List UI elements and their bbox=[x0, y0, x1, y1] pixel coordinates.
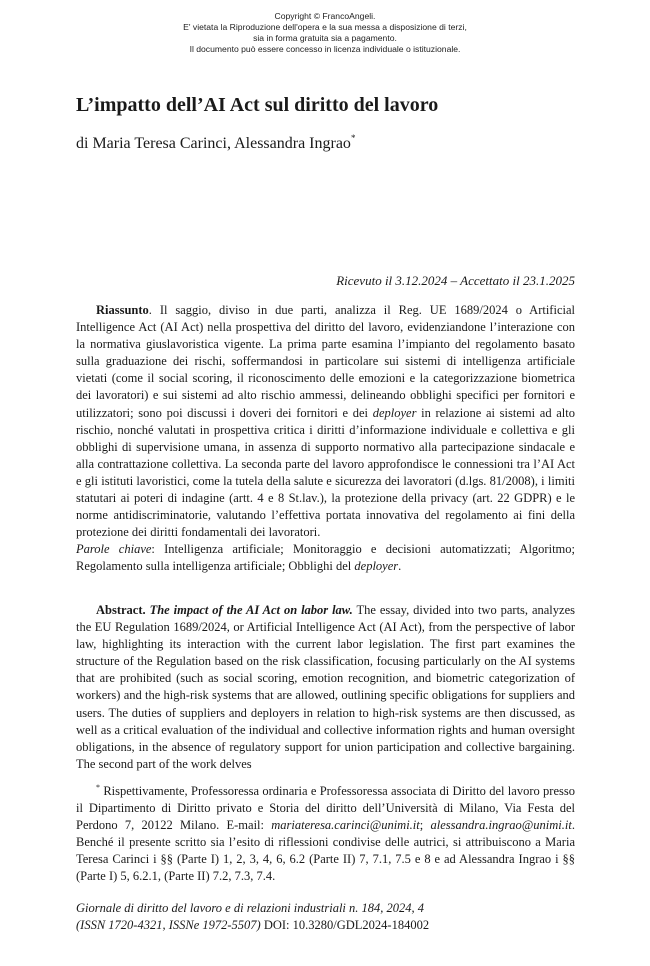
author-email[interactable]: alessandra.ingrao@unimi.it bbox=[430, 818, 572, 833]
journal-name: Giornale di diritto del lavoro e di relazioni industriali n. 184, 2024, 4 bbox=[76, 901, 425, 915]
author-footnote bbox=[76, 783, 575, 886]
footnote-mark: * bbox=[96, 783, 100, 792]
abstract-text: The essay, divided into two parts, analyzes the EU Regulation 1689/2024, or Artificial Intelligence Act (AI Act), from the perspective of labor law, highlighting its interaction with the current labor legislation. The first part examines the structure of the Regulation based on the risk classification, focusing particularly on the AI systems that are prohibited (such as social scoring, emotion recognition, and biometric categorization of workers) and the high-risk systems that are allowed, outlining specific obligations for suppliers and users. The duties of suppliers and deployers in relation to high-risk systems are then discussed, as well as a critical evaluation of the individual and collective information rights and human oversight obligations, in the absence of regulatory support for union participation and collective bargaining. The second part of the work delves bbox=[76, 603, 575, 771]
abstract-section bbox=[76, 602, 575, 773]
riassunto-text: in relazione ai sistemi ad alto rischio, nonché valutati in prospettiva critica i diritti d’informazione individuale e collettiva e gli obblighi di supervisione umana, in assenza di supporto normativo alla partecipazione sindacale e alla contrattazione collettiva. La seconda parte del lavoro approfondisce le connessioni tra l’AI Act e gli istituti lavoristici, come la tutela della salute e sicurezza dei lavoratori (d.lgs. 81/2008), i limiti statutari ai poteri di indagine (artt. 4 e 8 St.lav.), la protezione della privacy (art. 22 GDPR) e le norme antidiscriminatorie, valutando l’effettiva portata innovativa del regolamento ai fini della protezione dei diritti fondamentali dei lavoratori. bbox=[76, 405, 575, 540]
keywords-italic-term: deployer bbox=[354, 559, 399, 574]
abstract-label: Abstract. bbox=[96, 603, 146, 617]
authors-names: di Maria Teresa Carinci, Alessandra Ingrao bbox=[76, 135, 351, 152]
journal-doi: DOI: 10.3280/GDL2024-184002 bbox=[260, 918, 430, 933]
riassunto-label: Riassunto bbox=[96, 303, 149, 317]
author-footnote-mark: * bbox=[350, 133, 356, 143]
journal-issn: (ISSN 1720-4321, ISSNe 1972-5507) bbox=[76, 918, 261, 933]
copyright-line: sia in forma gratuita sia a pagamento. bbox=[253, 33, 397, 43]
author-email[interactable]: mariateresa.carinci@unimi.it bbox=[271, 818, 420, 833]
footnote-text: ; bbox=[419, 818, 431, 833]
riassunto-paragraph bbox=[76, 302, 575, 541]
riassunto-text: . Il saggio, diviso in due parti, analizza il Reg. UE 1689/2024 o Artificial Intelligence Act (AI Act) nella prospettiva del diritto del lavoro, evidenziandone l’interazione con la normativa giuslavoristica vigente. La prima parte esamina l’impianto del regolamento basato sulla graduazione dei rischi, soffermandosi in particolare sui sistemi di intelligenza artificiale vietati (come il social scoring, il riconoscimento delle emozioni e la categorizzazione biometrica dei lavoratori) e sui sistemi ad alto rischio ammessi, delineando obblighi specifici per fornitori e utilizzatori; sono poi discussi i doveri dei fornitori e dei bbox=[76, 303, 575, 420]
keywords-label: Parole chiave bbox=[76, 542, 152, 556]
riassunto-italic-term: deployer bbox=[372, 405, 417, 420]
keywords-section bbox=[76, 541, 575, 575]
copyright-line: Copyright © FrancoAngeli. bbox=[274, 11, 376, 21]
copyright-line: Il documento può essere concesso in licenza individuale o istituzionale. bbox=[189, 44, 461, 54]
article-authors bbox=[76, 134, 355, 154]
abstract-title: The impact of the AI Act on labor law. bbox=[149, 603, 353, 617]
abstract-paragraph bbox=[76, 602, 575, 773]
keywords-paragraph bbox=[76, 541, 575, 575]
footnote-paragraph bbox=[76, 783, 575, 886]
footnote-text: . Benché il presente scritto sia l’esito di riflessioni condivise delle autrici, si attribuiscono a Maria Teresa Carinci i §§ (Parte I) 1, 2, 3, 4, 6, 6.2 (Parte II) 7, 7.1, 7.5 e 8 e ad Alessandra Ingrao i §§ (Parte I) 5, 6.2.1, (Parte II) 7.2, 7.3, 7.4. bbox=[76, 818, 575, 884]
copyright-line: E' vietata la Riproduzione dell'opera e la sua messa a disposizione di terzi, bbox=[183, 22, 467, 32]
riassunto-section bbox=[76, 302, 575, 541]
copyright-notice bbox=[0, 11, 650, 55]
journal-citation bbox=[76, 900, 575, 934]
keywords-text: : Intelligenza artificiale; Monitoraggio e decisioni automatizzati; Algoritmo; Regolamento sulla intelligenza artificiale; Obblighi del bbox=[76, 542, 575, 574]
keywords-text: . bbox=[398, 559, 402, 574]
received-accepted-dates: Ricevuto il 3.12.2024 – Accettato il 23.1.2025 bbox=[336, 273, 575, 288]
article-title: L’impatto dell’AI Act sul diritto del lavoro bbox=[76, 94, 439, 116]
footnote-text: Rispettivamente, Professoressa ordinaria e Professoressa associata di Diritto del lavoro presso il Dipartimento di Diritto privato e Storia del diritto dell’Università di Milano, Via Festa del Perdono 7, 20122 Milano. E-mail: bbox=[76, 784, 575, 833]
